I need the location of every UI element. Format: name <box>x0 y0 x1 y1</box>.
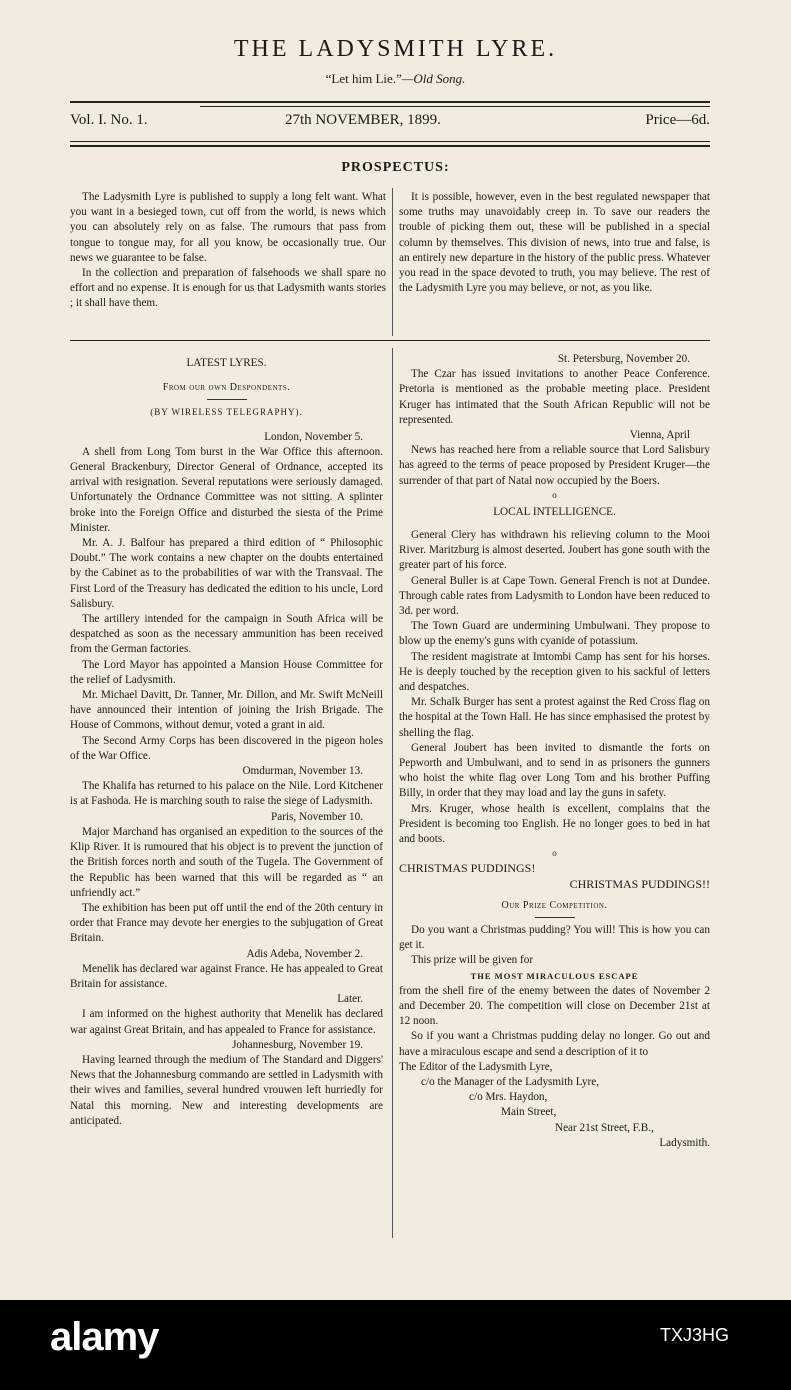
prospectus-right-column <box>399 190 710 296</box>
issue-date: 27th NOVEMBER, 1899. <box>285 112 441 128</box>
short-rule <box>207 399 247 400</box>
news-para: The Khalifa has returned to his palace on the Nile. Lord Kitchener is at Fashoda. He is marching south to raise the siege of Ladysmith. <box>70 780 383 808</box>
top-rule-thin <box>200 106 710 107</box>
dateline-johannesburg: Johannesburg, November 19. <box>232 1038 363 1051</box>
competition-para: So if you want a Christmas pudding delay no longer. Go out and have a miraculous escape and send a description of it to <box>399 1030 710 1058</box>
dateline-london: London, November 5. <box>264 430 363 443</box>
separator-ornament: o <box>552 489 557 500</box>
news-para: The artillery intended for the campaign in South Africa will be despatched as soon as the necessary ammunition has been received from the German factories. <box>70 613 383 656</box>
news-para: General Joubert has been invited to dismantle the forts on Pepworth and Umbulwani, and to send in as prisoners the gunners who hoist the white flag over Long Tom and his brother Puffing Billy, in order that they may load and lay the guns in safety. <box>399 741 710 800</box>
alamy-logo: alamy <box>50 1315 159 1359</box>
prospectus-para: It is possible, however, even in the best regulated newspaper that some truths may unavoidably creep in. To save our readers the trouble of picking them out, these will be published in a special column by themselves. This division of news, into true and false, is an entirely new departure in the history of the public press. Whatever you read in the space devoted to truth, you may believe. The rest of the Ladysmith Lyre you may believe, or not, as you like. <box>399 191 710 295</box>
competition-escape: THE MOST MIRACULOUS ESCAPE <box>470 970 639 981</box>
dateline-omdurman: Omdurman, November 13. <box>242 765 363 778</box>
news-para: I am informed on the highest authority that Menelik has declared war against Great Britain, and has appealed to France for assistance. <box>70 1008 383 1036</box>
latest-lyres-title: LATEST LYRES. <box>186 357 267 369</box>
dateline-vienna: Vienna, April <box>629 429 690 442</box>
address-line: Ladysmith. <box>659 1136 710 1149</box>
address-line: c/o the Manager of the Ladysmith Lyre, <box>421 1075 600 1088</box>
news-para: Menelik has declared war against France. He has appealed to Great Britain for assistance. <box>70 962 383 990</box>
news-para: Having learned through the medium of The Standard and Diggers' News that the Johannesburg commando are settled in Ladysmith with their wives and families, several hundred vrouwen left hurriedly for Natal this morning. New and interesting developments are anticipated. <box>70 1053 383 1127</box>
latest-lyres-column <box>70 356 383 1129</box>
masthead-title: THE LADYSMITH LYRE. <box>233 36 558 62</box>
issue-info-line <box>70 112 710 134</box>
competition-para: This prize will be given for <box>411 954 534 967</box>
prospectus-para: The Ladysmith Lyre is published to supply a long felt want. What you want in a besieged town, cut off from the world, is news which you can absolutely rely on as false. The rumours that pass from tongue to tongue may, for all you know, be occasionally true. Our news we guarantee to be false. <box>70 191 386 264</box>
motto-quote: “Let him Lie.” <box>325 71 402 86</box>
right-news-column <box>399 352 710 1151</box>
dateline-st-petersburg: St. Petersburg, November 20. <box>557 353 690 365</box>
news-para: The Town Guard are undermining Umbulwani. They propose to blow up the enemy's guns with cyanide of potassium. <box>399 620 710 648</box>
competition-para: Do you want a Christmas pudding? You will! This is how you can get it. <box>399 923 710 952</box>
news-para: Mrs. Kruger, whose health is excellent, complains that the President is becoming too English. He no longer goes to bed in hat and boots. <box>399 802 710 846</box>
competition-para: from the shell fire of the enemy between the dates of November 2 and December 20. The competition will close on December 21st at 12 noon. <box>399 984 710 1028</box>
news-para: Mr. Michael Davitt, Dr. Tanner, Mr. Dillon, and Mr. Swift McNeill have announced their intention of joining the Irish Brigade. The House of Commons, without demur, voted a grant in aid. <box>70 689 383 732</box>
prospectus-para: In the collection and preparation of falsehoods we shall spare no effort and no expense. It is enough for us that Ladysmith wants stories ; it shall have them. <box>70 267 386 310</box>
motto-source: —Old Song. <box>401 71 466 86</box>
local-intelligence-title: LOCAL INTELLIGENCE. <box>493 505 616 518</box>
news-para: Mr. A. J. Balfour has prepared a third edition of “ Philosophic Doubt.” The work contains a new chapter on the doubts entertained by the Cabinet as to the probabilities of war with the Transvaal. The First Lord of the Treasury has dedicated the edition to his uncle, Lord Salisbury. <box>70 537 383 610</box>
news-para: The Czar has issued invitations to another Peace Conference. Pretoria is mentioned as the probable meeting place. President Kruger has intimated that the South African Republic will not be represented. <box>399 368 710 426</box>
motto <box>0 71 791 87</box>
news-para: General Clery has withdrawn his relieving column to the Mooi River. Maritzburg is almost deserted. Joubert has gone south with the greater part of his force. <box>399 529 710 572</box>
info-rule-thin <box>70 141 710 142</box>
address-line: c/o Mrs. Haydon, <box>469 1091 548 1104</box>
dateline-later: Later. <box>337 993 363 1006</box>
news-para: The exhibition has been put off until the end of the 20th century in order that France may devote her energies to the subjugation of Great Britain. <box>70 901 383 945</box>
address-line: Near 21st Street, F.B., <box>555 1121 654 1134</box>
prospectus-column-divider <box>392 188 393 336</box>
top-rule-thick <box>70 101 710 103</box>
news-para: The Lord Mayor has appointed a Mansion House Committee for the relief of Ladysmith. <box>70 658 383 686</box>
separator-ornament: o <box>552 848 557 859</box>
section-rule <box>70 340 710 341</box>
latest-lyres-subtitle: From our own Despondents. <box>162 382 291 394</box>
image-id: TXJ3HG <box>660 1325 730 1345</box>
news-para: General Buller is at Cape Town. General French is not at Dundee. Through cable rates from Ladysmith to London have been reduced to 3d. per word. <box>399 574 710 618</box>
news-para: The resident magistrate at Imtombi Camp has sent for his horses. He is deeply touched by the reception given to his sackful of letters and despatches. <box>399 650 710 694</box>
news-para: The Second Army Corps has been discovered in the pigeon holes of the War Office. <box>70 734 383 762</box>
address-line: Main Street, <box>501 1106 557 1119</box>
issue-price: Price—6d. <box>645 112 710 128</box>
address-line: The Editor of the Ladysmith Lyre, <box>399 1060 553 1073</box>
main-column-divider <box>392 348 393 1238</box>
dateline-paris: Paris, November 10. <box>271 810 363 823</box>
christmas-heading-2: CHRISTMAS PUDDINGS!! <box>569 876 710 891</box>
info-rule-thick <box>70 145 710 147</box>
dateline-adis-adeba: Adis Adeba, November 2. <box>246 947 363 960</box>
news-para: News has reached here from a reliable source that Lord Salisbury has agreed to the terms of peace proposed by President Kruger—the surrender of that part of Natal now occupied by the Boers. <box>399 444 710 487</box>
prospectus-title: PROSPECTUS: <box>341 160 450 175</box>
volume-number: Vol. I. No. 1. <box>70 112 148 128</box>
latest-lyres-note: (BY WIRELESS TELEGRAPHY). <box>150 407 303 418</box>
short-rule <box>535 917 575 918</box>
news-para: A shell from Long Tom burst in the War Office this afternoon. General Brackenbury, Director General of Ordnance, accepted its arrival with resignation. Several reputations were seriously damaged. Unfortunately the Ordnance Committee was not sitting. A splinter broke into the Foreign Office and disturbed the siesta of the Prime Minister. <box>70 445 383 534</box>
prospectus-left-column <box>70 190 386 312</box>
news-para: Mr. Schalk Burger has sent a protest against the Red Cross flag on the hospital at the Town Hall. He has since emphasised the protest by shelling the flag. <box>399 696 710 739</box>
news-para: Major Marchand has organised an expedition to the sources of the Klip River. It is rumoured that his object is to prevent the junction of the British forces north and south of the Tugela. The Government of the Republic has been warned that this will be regarded as “ an unfriendly act.” <box>70 825 383 899</box>
christmas-heading-1: CHRISTMAS PUDDINGS! <box>399 861 536 876</box>
competition-title: Our Prize Competition. <box>501 899 608 911</box>
